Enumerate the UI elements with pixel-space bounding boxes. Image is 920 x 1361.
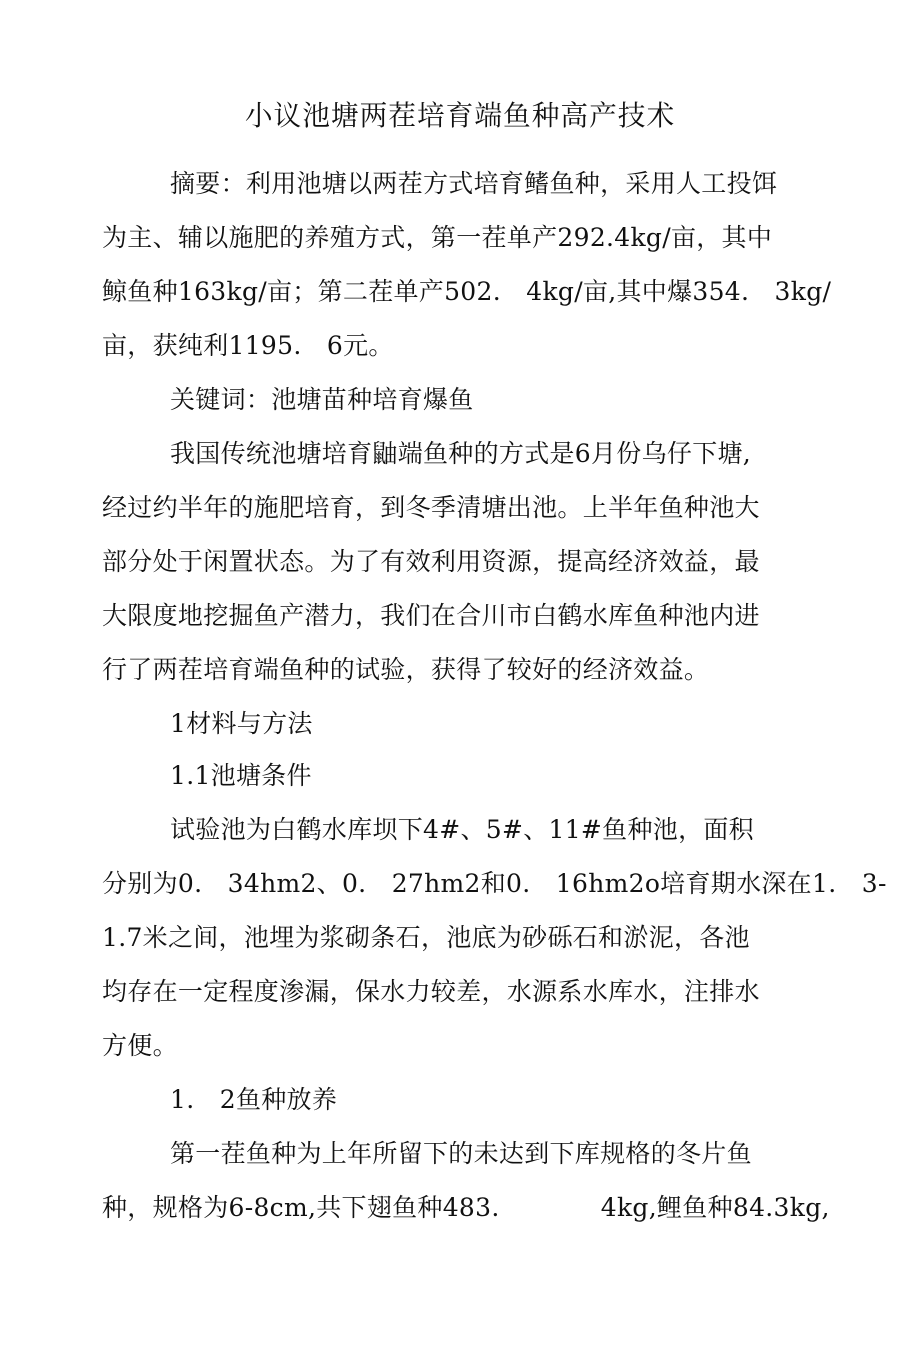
subsection-heading: 1. 2鱼种放养 [170, 1085, 338, 1114]
paragraph-line: 行了两茬培育端鱼种的试验，获得了较好的经济效益。 [102, 655, 710, 684]
paragraph-line: 分别为0. 34hm2、0. 27hm2和0. 16hm2o培育期水深在1. 3- [102, 869, 887, 898]
document-title: 小议池塘两茬培育端鱼种高产技术 [244, 99, 676, 132]
abstract-line: 亩，获纯利1195. 6元。 [102, 331, 394, 360]
section-heading: 1材料与方法 [170, 709, 313, 738]
paragraph-line: 第一茬鱼种为上年所留下的未达到下库规格的冬片鱼 [170, 1139, 752, 1168]
paragraph-line: 试验池为白鹤水库坝下4#、5#、11#鱼种池，面积 [170, 815, 754, 844]
paragraph-line: 1.7米之间，池埋为浆砌条石，池底为砂砾石和淤泥，各池 [102, 923, 750, 952]
paragraph-line: 种，规格为6-8cm,共下翅鱼种483. 4kg,鲤鱼种84.3kg, [102, 1193, 830, 1222]
paragraph-line: 经过约半年的施肥培育，到冬季清塘出池。上半年鱼种池大 [102, 493, 760, 522]
abstract-line: 摘要：利用池塘以两茬方式培育鳍鱼种，采用人工投饵 [170, 169, 778, 198]
abstract-line: 鲸鱼种163kg/亩；第二茬单产502. 4kg/亩,其中爆354. 3kg/ [102, 277, 832, 306]
paragraph-line: 部分处于闲置状态。为了有效利用资源，提高经济效益，最 [102, 547, 760, 576]
abstract-line: 为主、辅以施肥的养殖方式，第一茬单产292.4kg/亩，其中 [102, 223, 773, 252]
keywords-line: 关键词：池塘苗种培育爆鱼 [170, 385, 474, 414]
subsection-heading: 1.1池塘条件 [170, 761, 312, 790]
paragraph-line: 我国传统池塘培育鼬端鱼种的方式是6月份乌仔下塘, [170, 439, 752, 468]
paragraph-line: 方便。 [102, 1031, 178, 1060]
paragraph-line: 大限度地挖掘鱼产潜力，我们在合川市白鹤水库鱼种池内进 [102, 601, 760, 630]
paragraph-line: 均存在一定程度渗漏，保水力较差，水源系水库水，注排水 [102, 977, 760, 1006]
